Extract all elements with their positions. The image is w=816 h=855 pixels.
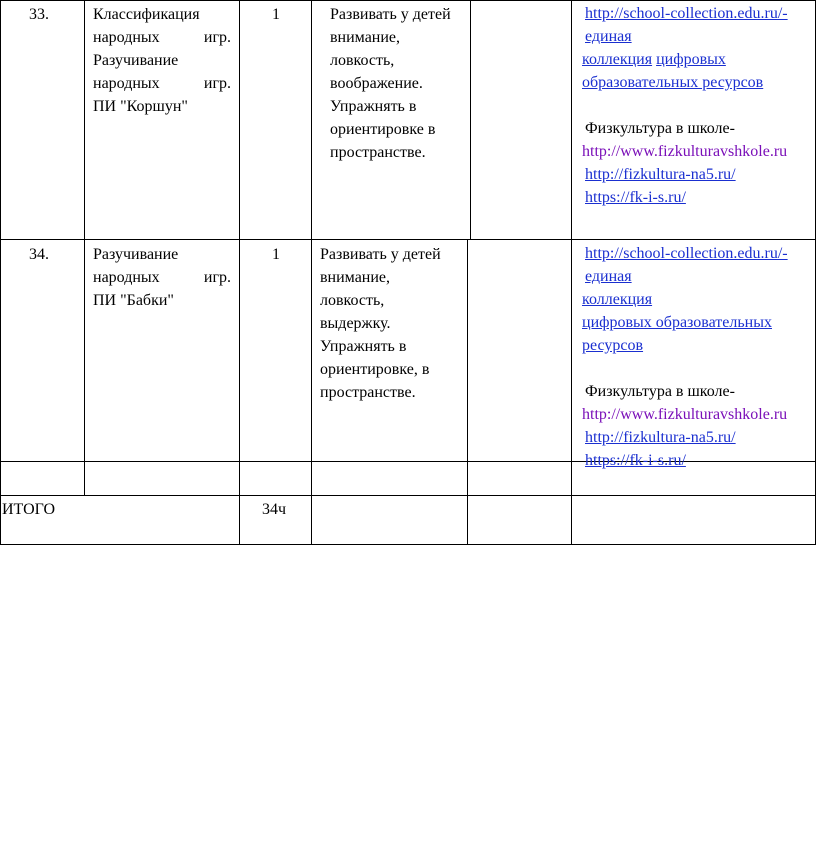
topic-line: ПИ "Бабки" [93,292,174,309]
rule-top [0,0,816,1]
goal-line: ловкость, [320,292,385,309]
rule-col-extra [571,0,572,545]
goal-line: Развивать у детей [320,246,441,263]
rule-col-left [0,0,1,545]
row-34-resources [582,242,814,472]
row-34-number: 34. [29,246,49,263]
goal-line: пространстве. [330,144,426,161]
fizkultura-label: Физкультура в школе- [585,383,735,400]
total-label: ИТОГО [2,501,56,518]
row-33-number: 33. [29,6,49,23]
goal-line: Развивать у детей [330,6,451,23]
topic-line: Разучивание [93,246,179,263]
goal-line: воображение. [330,75,423,92]
topic-line: ПИ "Коршун" [93,98,188,115]
collection-link-word[interactable]: коллекция [582,291,653,308]
collection-link-word[interactable]: ресурсов [582,337,644,354]
topic-line: Разучивание [93,52,179,69]
goal-line: Упражнять в [330,98,417,115]
collection-link-word[interactable]: единая [585,268,632,285]
fizkulturavshkole-link[interactable]: http://www.fizkulturavshkole.ru [582,406,788,423]
goal-line: пространстве. [320,384,416,401]
topic-line: народных игр. [93,269,231,286]
rule-col-hours [311,0,312,545]
fk-i-s-link[interactable]: https://fk-i-s.ru/ [585,452,686,469]
fizkulturavshkole-link[interactable]: http://www.fizkulturavshkole.ru [582,143,788,160]
collection-link-word[interactable]: коллекция [582,51,653,68]
topic-line: народных игр. [93,75,231,92]
row-34-hours: 1 [272,246,280,263]
goal-line: ловкость, [330,52,395,69]
row-34-topic [93,243,231,312]
fk-i-s-link[interactable]: https://fk-i-s.ru/ [585,189,686,206]
goal-line: внимание, [330,29,401,46]
school-collection-link[interactable]: http://school-collection.edu.ru/- [585,5,788,22]
goal-line: Упражнять в [320,338,407,355]
rule-col-topic [239,0,240,545]
row-33-hours: 1 [272,6,280,23]
rule-empty-bottom [0,495,816,496]
rule-row33-bottom [0,239,816,240]
school-collection-link[interactable]: http://school-collection.edu.ru/- [585,245,788,262]
fizkultura-na5-link[interactable]: http://fizkultura-na5.ru/ [585,429,736,446]
topic-line: народных игр. [93,29,231,46]
goal-line: ориентировке в [330,121,436,138]
row-33-resources [582,2,814,209]
collection-link-word[interactable]: единая [585,28,632,45]
goal-line: выдержку. [320,315,391,332]
row-33-goal [330,3,470,164]
fizkultura-na5-link[interactable]: http://fizkultura-na5.ru/ [585,166,736,183]
rule-col-num [84,0,85,495]
topic-line: Классификация [93,6,200,23]
row-34-goal [320,243,465,404]
total-hours: 34ч [262,501,287,518]
rule-col-goal-r1 [470,0,471,240]
collection-link-word[interactable]: цифровых образовательных [582,314,772,331]
goal-line: ориентировке, в [320,361,430,378]
rule-table-bottom [0,544,816,545]
row-33-topic [93,3,231,118]
rule-col-goal-r2 [467,239,468,545]
goal-line: внимание, [320,269,391,286]
fizkultura-label: Физкультура в школе- [585,120,735,137]
collection-link-word[interactable]: образовательных ресурсов [582,74,764,91]
collection-link-word[interactable]: цифровых [656,51,726,68]
